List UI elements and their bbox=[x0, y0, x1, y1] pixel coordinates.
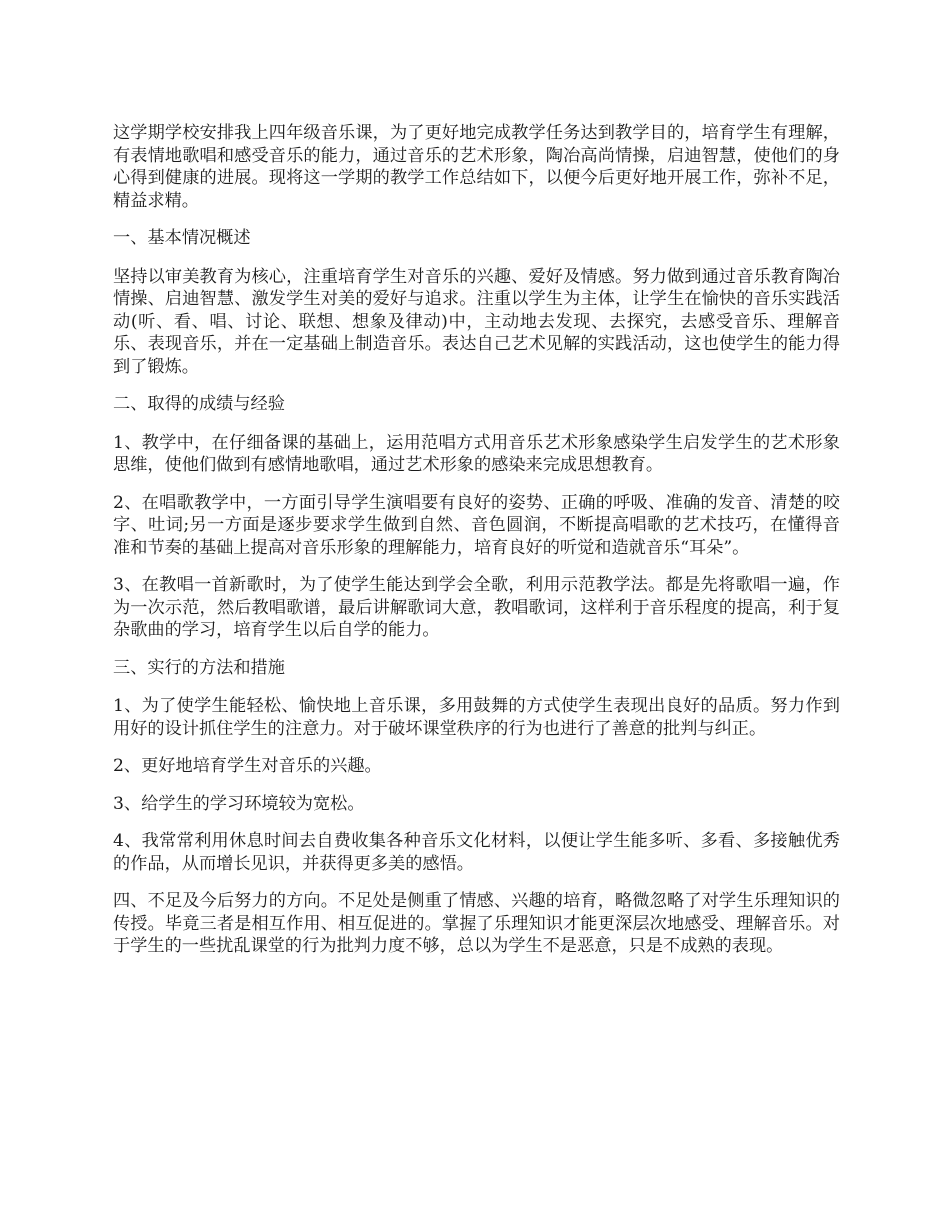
document-body bbox=[113, 122, 840, 973]
achievement-item-1: 1、教学中，在仔细备课的基础上，运用范唱方式用音乐艺术形象感染学生启发学生的艺术形象思维，使他们做到有感情地歌唱，通过艺术形象的感染来完成思想教育。 bbox=[113, 432, 840, 475]
intro-paragraph: 这学期学校安排我上四年级音乐课，为了更好地完成教学任务达到教学目的，培育学生有理解，有表情地歌唱和感受音乐的能力，通过音乐的艺术形象，陶冶高尚情操，启迪智慧，使他们的身心得到健康的进展。现将这一学期的教学工作总结如下，以便今后更好地开展工作，弥补不足，精益求精。 bbox=[113, 123, 840, 211]
shortcomings-paragraph: 四、不足及今后努力的方向。不足处是侧重了情感、兴趣的培育，略微忽略了对学生乐理知识的传授。毕竟三者是相互作用、相互促进的。掌握了乐理知识才能更深层次地感受、理解音乐。对于学生的一些扰乱课堂的行为批判力度不够，总以为学生不是恶意，只是不成熟的表现。 bbox=[113, 891, 840, 956]
section-heading-achievements: 二、取得的成绩与经验 bbox=[113, 394, 285, 414]
method-item-2: 2、更好地培育学生对音乐的兴趣。 bbox=[113, 756, 382, 776]
method-item-1: 1、为了使学生能轻松、愉快地上音乐课，多用鼓舞的方式使学生表现出良好的品质。努力作到用好的设计抓住学生的注意力。对于破坏课堂秩序的行为也进行了善意的批判与纠正。 bbox=[113, 696, 840, 739]
basic-overview-paragraph: 坚持以审美教育为核心，注重培育学生对音乐的兴趣、爱好及情感。努力做到通过音乐教育陶冶情操、启迪智慧、激发学生对美的爱好与追求。注重以学生为主体，让学生在愉快的音乐实践活动(听、看、唱、讨论、联想、想象及律动)中，主动地去发现、去探究，去感受音乐、理解音乐、表现音乐，并在一定基础上制造音乐。表达自己艺术见解的实践活动，这也使学生的能力得到了锻炼。 bbox=[113, 266, 840, 377]
achievement-item-3: 3、在教唱一首新歌时，为了使学生能达到学会全歌，利用示范教学法。都是先将歌唱一遍，作为一次示范，然后教唱歌谱，最后讲解歌词大意，教唱歌词，这样利于音乐程度的提高，利于复杂歌曲的学习，培育学生以后自学的能力。 bbox=[113, 575, 840, 640]
section-heading-basic-overview: 一、基本情况概述 bbox=[113, 228, 251, 248]
method-item-4: 4、我常常利用休息时间去自费收集各种音乐文化材料，以便让学生能多听、多看、多接触优秀的作品，从而增长见识，并获得更多美的感悟。 bbox=[113, 831, 840, 874]
achievement-item-2: 2、在唱歌教学中，一方面引导学生演唱要有良好的姿势、正确的呼吸、准确的发音、清楚的咬字、吐词;另一方面是逐步要求学生做到自然、音色圆润，不断提高唱歌的艺术技巧，在懂得音准和节奏的基础上提高对音乐形象的理解能力，培育良好的听觉和造就音乐“耳朵”。 bbox=[113, 492, 840, 558]
method-item-3: 3、给学生的学习环境较为宽松。 bbox=[113, 793, 365, 814]
section-heading-methods: 三、实行的方法和措施 bbox=[113, 657, 285, 678]
